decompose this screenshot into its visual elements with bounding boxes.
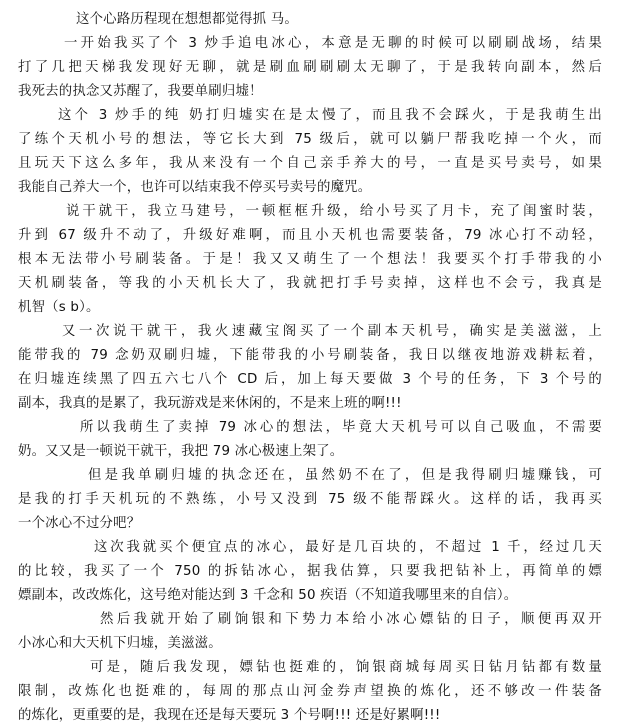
paragraph-5-line-0: 所以我萌生了卖掉 79 冰心的想法，毕竟大天机号可以自己吸血，不需要 bbox=[80, 420, 602, 435]
paragraph-2-line-3: 我能自己养大一个，也许可以结束我不停买号卖号的魔咒。 bbox=[18, 180, 372, 195]
paragraph-8-line-1: 小冰心和大天机下归墟，美滋滋。 bbox=[18, 636, 222, 651]
paragraph-7-line-2: 嫖副本，改改炼化，这号绝对能达到 3 千念和 50 疾语（不知道我哪里来的自信）。 bbox=[18, 588, 518, 603]
paragraph-1-line-0: 一开始我买了个 3 炒手追电冰心，本意是无聊的时候可以刷刷战场，结果 bbox=[64, 36, 602, 51]
paragraph-7-line-0: 这次我就买个便宜点的冰心，最好是几百块的，不超过 1 千，经过几天 bbox=[94, 540, 602, 555]
paragraph-6-line-0: 但是我单刷归墟的执念还在，虽然奶不在了，但是我得刷归墟赚钱，可 bbox=[88, 468, 602, 483]
paragraph-8-line-0: 然后我就开始了刷饷银和下势力本给小冰心嫖钻的日子，顺便再双开 bbox=[100, 612, 602, 627]
paragraph-2-line-1: 了练个天机小号的想法，等它长大到 75 级后，就可以躺尸帮我吃掉一个火，而 bbox=[18, 132, 602, 147]
paragraph-1-line-2: 我死去的执念又苏醒了，我要单刷归墟！ bbox=[18, 84, 263, 99]
paragraph-4-line-2: 在归墟连续黑了四五六七八个 CD 后，加上每天要做 3 个号的任务，下 3 个号的 bbox=[18, 372, 602, 387]
paragraph-7-line-1: 的比较，我买了一个 750 的拆钻冰心，据我估算，只要我把钻补上，再简单的嫖 bbox=[18, 564, 602, 579]
paragraph-3-line-4: 机智（s b）。 bbox=[18, 300, 100, 315]
paragraph-4-line-3: 副本，我真的是累了，我玩游戏是来休闲的，不是来上班的啊!!! bbox=[18, 396, 402, 411]
paragraph-3-line-0: 说干就干，我立马建号，一顿框框升级，给小号买了月卡，充了闺蜜时装， bbox=[66, 204, 602, 219]
paragraph-9-line-2: 的炼化，更重要的是，我现在还是每天要玩 3 个号啊!!! 还是好累啊!!! bbox=[18, 708, 441, 723]
paragraph-3-line-1: 升到 67 级升不动了，升级好难啊，而且小天机也需要装备，79 冰心打不动轻， bbox=[18, 228, 602, 243]
paragraph-4-line-1: 能带我的 79 念奶双刷归墟，下能带我的小号刷装备，我日以继夜地游戏耕耘着， bbox=[18, 348, 602, 363]
paragraph-9-line-0: 可是，随后我发现，嫖钻也挺难的，饷银商城每周买日钻月钻都有数量 bbox=[90, 660, 602, 675]
paragraph-0-line-0: 这个心路历程现在想想都觉得抓 马。 bbox=[76, 12, 298, 27]
paragraph-6-line-2: 一个冰心不过分吧？ bbox=[18, 516, 141, 531]
paragraph-3-line-3: 天机刷装备，等我的小天机长大了，我就把打手号卖掉，这样也不会亏，我真是 bbox=[18, 276, 602, 291]
paragraph-2-line-2: 且玩天下这么多年，我从来没有一个自己亲手养大的号，一直是买号卖号，如果 bbox=[18, 156, 602, 171]
paragraph-3-line-2: 根本无法带小号刷装备。于是！我又又萌生了一个想法！我要买个打手带我的小 bbox=[18, 252, 602, 267]
paragraph-4-line-0: 又一次说干就干，我火速藏宝阁买了一个副本天机号，确实是美滋滋，上 bbox=[62, 324, 602, 339]
paragraph-1-line-1: 打了几把天梯我发现好无聊，就是刷血刷刷刷太无聊了，于是我转向副本，然后 bbox=[18, 60, 602, 75]
paragraph-2-line-0: 这个 3 炒手的纯 奶打归墟实在是太慢了，而且我不会踩火，于是我萌生出 bbox=[58, 108, 602, 123]
paragraph-5-line-1: 奶。又又是一顿说干就干，我把 79 冰心极速上架了。 bbox=[18, 444, 344, 459]
paragraph-9-line-1: 限制，改炼化也挺难的，每周的那点山河金券声望换的炼化，还不够改一件装备 bbox=[18, 684, 602, 699]
paragraph-6-line-1: 是我的打手天机玩的不熟练，小号又没到 75 级不能帮踩火。这样的话，我再买 bbox=[18, 492, 602, 507]
